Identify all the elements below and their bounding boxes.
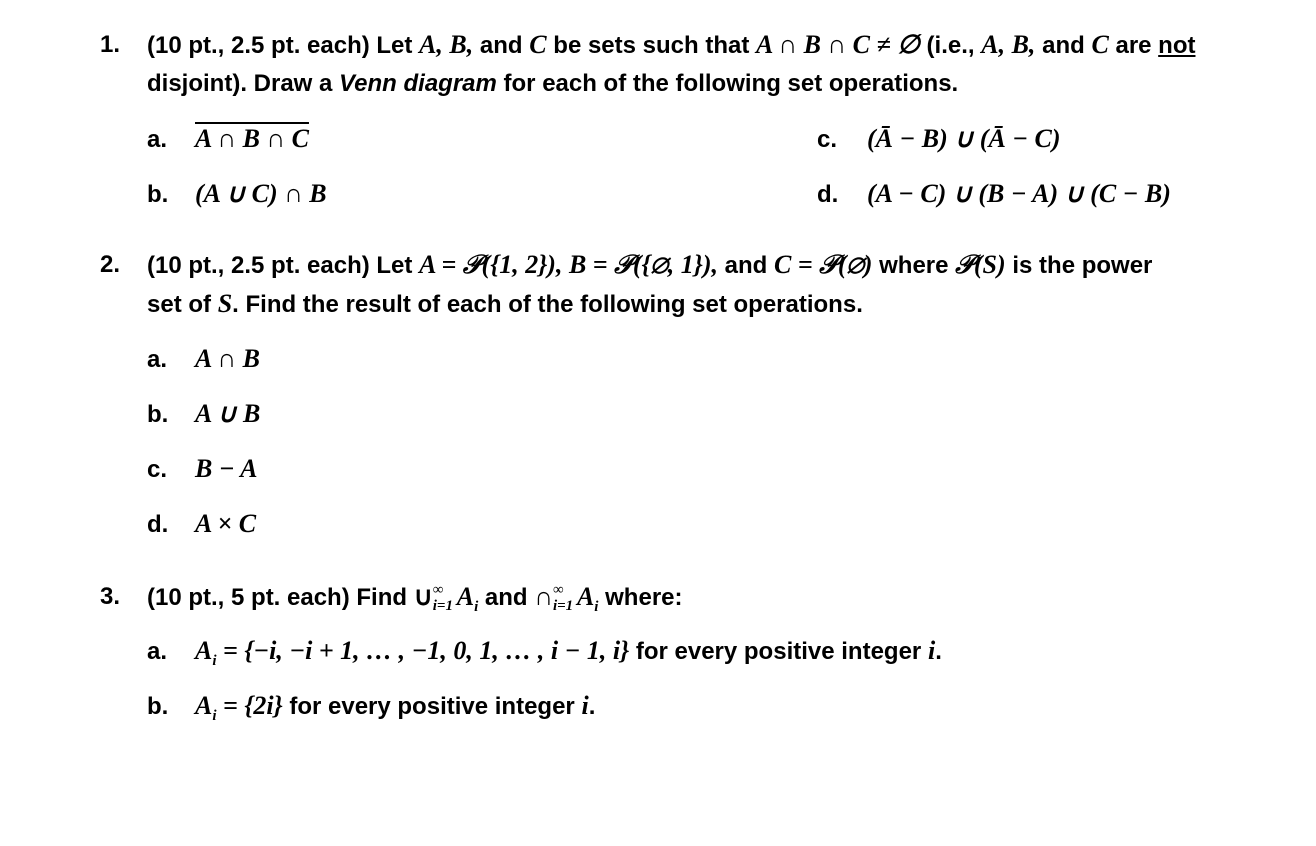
q3-a-A: A (195, 636, 213, 665)
q1-C2: C (1091, 30, 1109, 59)
q3-a-line (195, 636, 942, 676)
q3-inter-i: i (594, 598, 599, 615)
q3-union: ∪ (413, 582, 433, 611)
q2-prefix: (10 pt., 2.5 pt. each) Let (147, 252, 420, 279)
q2-c-label: c. (147, 456, 168, 483)
q1-b-label: b. (147, 181, 169, 208)
q3-a-set: = {−i, −i + 1, … , −1, 0, 1, … , i − 1, i} (216, 636, 630, 665)
q1-d-label: d. (817, 181, 839, 208)
q2-post: is the power (1005, 252, 1153, 279)
q2-d-label: d. (147, 511, 169, 538)
q3-a-i: i (927, 636, 936, 665)
q3-b-post: for every positive integer (282, 693, 582, 720)
q1-text-line2 (147, 69, 958, 99)
q3-inter-sub: i=1 (552, 597, 574, 614)
q2-line2-pre: set of (147, 291, 218, 318)
q1-number-text: 1. (100, 31, 121, 58)
q3-b-i: i (581, 691, 589, 720)
q3-inter-inf: ∞ (552, 581, 564, 598)
q1-and: and (473, 32, 530, 59)
q3-inter-A: A (576, 582, 595, 611)
q2-c-expr: B − A (195, 454, 258, 483)
q1-line2-post: for each of the following set operations. (496, 70, 959, 97)
q2-b-label: b. (147, 401, 169, 428)
q3-union-sub: i=1 (432, 597, 453, 614)
q1-sets: A, B, (419, 30, 474, 59)
q3-inter: ∩ (534, 582, 553, 611)
q1-a-label: a. (147, 126, 168, 153)
q2-defA: A = 𝒫({1, 2}), B = 𝒫({∅, 1}), (419, 250, 718, 279)
q3-b-dot: . (588, 693, 596, 720)
q3-where: where: (598, 584, 683, 611)
q1-number-wrap (100, 30, 120, 60)
q2-text-line1 (147, 250, 1152, 281)
q3-a-label: a. (147, 638, 168, 665)
q1-prefix: (10 pt., 2.5 pt. each) Let (147, 32, 420, 59)
q2-a-label: a. (147, 346, 168, 373)
q3-union-limits (432, 581, 457, 614)
q1-sets2: A, B, (981, 30, 1036, 59)
q3-inter-limits (552, 581, 577, 614)
q3-union-inf: ∞ (432, 581, 444, 598)
q3-a-dot: . (935, 638, 942, 665)
q2-defC: C = 𝒫(∅) (774, 250, 873, 279)
q1-and2: and (1035, 32, 1092, 59)
q3-a-post: for every positive integer (629, 638, 928, 665)
q3-union-i: i (474, 598, 479, 615)
q2-b-expr: A ∪ B (195, 399, 261, 428)
q2-and: and (718, 252, 775, 279)
q1-c-label: c. (817, 126, 838, 153)
q3-a-sub: i (212, 652, 217, 669)
q3-union-A: A (456, 582, 475, 611)
q1-cond: A ∩ B ∩ C ≠ ∅ (756, 30, 920, 59)
q3-number: 3. (100, 583, 121, 610)
q3-and: and (478, 584, 535, 611)
q2-text-line2 (147, 289, 863, 320)
q1-ie: (i.e., (919, 32, 982, 59)
q2-number: 2. (100, 251, 121, 278)
q1-line2-pre: disjoint). Draw a (147, 70, 340, 97)
q2-S: S (217, 289, 233, 318)
q2-a-expr: A ∩ B (195, 344, 260, 373)
q1-text-line1 (147, 30, 1195, 61)
q3-b-A: A (195, 691, 213, 720)
q1-not: not (1158, 32, 1196, 59)
q1-c-expr: (Ā − B) ∪ (Ā − C) (867, 124, 1061, 153)
q1-C: C (529, 30, 547, 59)
q1-a-expr: A ∩ B ∩ C (195, 124, 309, 153)
q2-d-expr: A × C (195, 509, 257, 538)
q3-b-set: = {2i} (216, 691, 283, 720)
q1-d-expr: (A − C) ∪ (B − A) ∪ (C − B) (867, 179, 1171, 208)
q3-b-line (195, 691, 595, 731)
q3-b-label: b. (147, 693, 169, 720)
q1-are: are (1108, 32, 1159, 59)
q2-where: where (872, 252, 956, 279)
q1-venn: Venn diagram (339, 70, 497, 97)
q1-b-expr: (A ∪ C) ∩ B (195, 179, 327, 208)
q1-mid: be sets such that (546, 32, 756, 59)
q2-line2-post: . Find the result of each of the following set operations. (232, 291, 863, 318)
q3-prefix: (10 pt., 5 pt. each) Find (147, 584, 414, 611)
q2-PS: 𝒫(S) (955, 250, 1006, 279)
q3-b-sub: i (212, 707, 217, 724)
q3-text-line1 (147, 582, 683, 622)
